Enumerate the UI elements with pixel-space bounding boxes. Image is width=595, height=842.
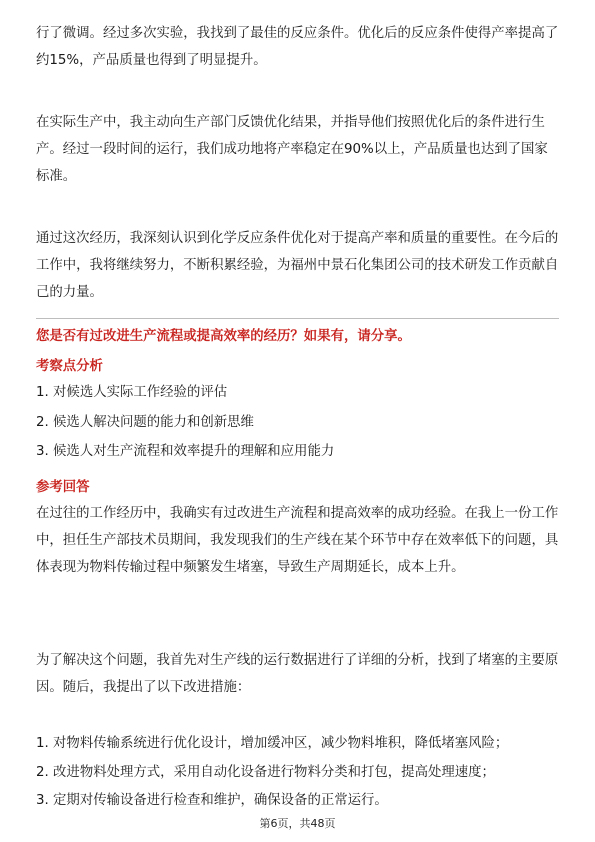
analysis-item: 1. 对候选人实际工作经验的评估 (36, 385, 228, 400)
document-page (36, 0, 559, 842)
interview-question: 您是否有过改进生产流程或提高效率的经历？如果有，请分享。 (36, 329, 411, 344)
intro-paragraph-3: 通过这次经历，我深刻认识到化学反应条件优化对于提高产率和质量的重要性。在今后的工作中，我将继续努力，不断积累经验，为福州中景石化集团公司的技术研发工作贡献自己的力量。 (36, 231, 559, 300)
measure-item: 2. 改进物料处理方式，采用自动化设备进行物料分类和打包，提高处理速度； (36, 765, 495, 780)
measure-item: 1. 对物料传输系统进行优化设计，增加缓冲区，减少物料堆积，降低堵塞风险； (36, 736, 509, 751)
analysis-heading: 考察点分析 (36, 359, 103, 374)
answer-paragraph-2: 为了解决这个问题，我首先对生产线的运行数据进行了详细的分析，找到了堵塞的主要原因。随后，我提出了以下改进措施： (36, 653, 559, 695)
intro-paragraph-2: 在实际生产中，我主动向生产部门反馈优化结果，并指导他们按照优化后的条件进行生产。经过一段时间的运行，我们成功地将产率稳定在90%以上，产品质量也达到了国家标准。 (36, 115, 548, 184)
analysis-item: 3. 候选人对生产流程和效率提升的理解和应用能力 (36, 444, 335, 459)
section-divider (36, 318, 559, 319)
answer-paragraph-1: 在过往的工作经历中，我确实有过改进生产流程和提高效率的成功经验。在我上一份工作中，担任生产部技术员期间，我发现我们的生产线在某个环节中存在效率低下的问题，具体表现为物料传输过程中频繁发生堵塞，导致生产周期延长，成本上升。 (36, 506, 559, 575)
analysis-item: 2. 候选人解决问题的能力和创新思维 (36, 415, 254, 430)
page-number-footer: 第6页，共48页 (259, 817, 336, 830)
intro-paragraph-1: 行了微调。经过多次实验，我找到了最佳的反应条件。优化后的反应条件使得产率提高了约15%，产品质量也得到了明显提升。 (36, 26, 559, 68)
measure-item: 3. 定期对传输设备进行检查和维护，确保设备的正常运行。 (36, 793, 388, 808)
answer-heading: 参考回答 (36, 480, 90, 495)
